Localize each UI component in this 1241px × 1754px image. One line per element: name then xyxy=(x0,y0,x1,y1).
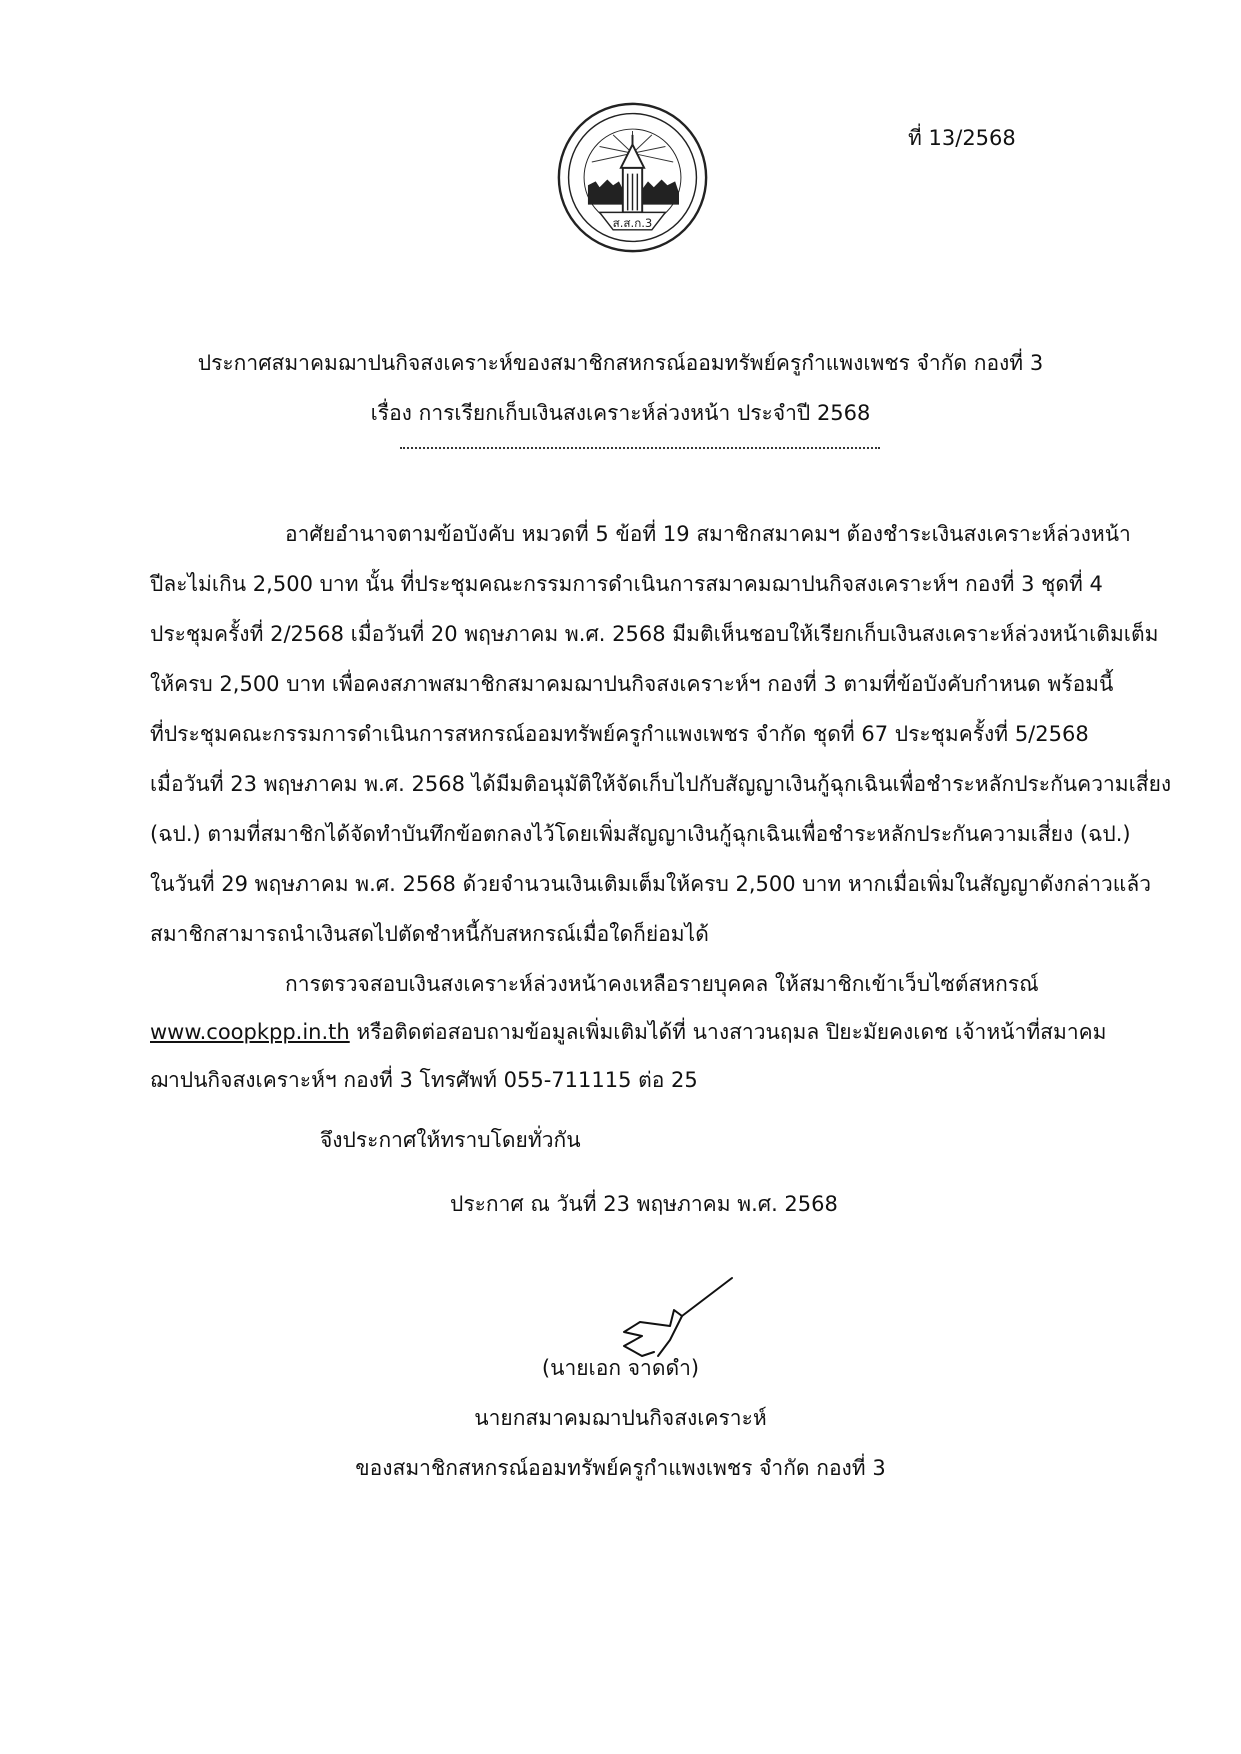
body-line: การตรวจสอบเงินสงเคราะห์ล่วงหน้าคงเหลือรายบุคคล ให้สมาชิกเข้าเว็บไซต์สหกรณ์ xyxy=(285,972,1039,996)
signatory-name: (นายเอก จาดดำ) xyxy=(541,1356,700,1380)
website-link[interactable]: www.coopkpp.in.th xyxy=(150,1020,350,1044)
announcement-date: ประกาศ ณ วันที่ 23 พฤษภาคม พ.ศ. 2568 xyxy=(450,1192,838,1216)
dotted-separator xyxy=(400,447,880,449)
body-line: ประชุมครั้งที่ 2/2568 เมื่อวันที่ 20 พฤษภาคม พ.ศ. 2568 มีมติเห็นชอบให้เรียกเก็บเงินสงเคราะห์ล่วงหน้าเติมเต็ม xyxy=(150,622,1159,646)
body-line: ให้ครบ 2,500 บาท เพื่อคงสภาพสมาชิกสมาคมฌาปนกิจสงเคราะห์ฯ กองที่ 3 ตามที่ข้อบังคับกำหนด พร้อมนี้ xyxy=(150,672,1114,696)
body-line: ในวันที่ 29 พฤษภาคม พ.ศ. 2568 ด้วยจำนวนเงินเติมเต็มให้ครบ 2,500 บาท หากเมื่อเพิ่มในสัญญาดังกล่าวแล้ว xyxy=(150,872,1151,896)
body-line: (ฉป.) ตามที่สมาชิกได้จัดทำบันทึกข้อตกลงไว้โดยเพิ่มสัญญาเงินกู้ฉุกเฉินเพื่อชำระหลักประกันความเสี่ยง (ฉป.) xyxy=(150,822,1131,846)
body-line: ฌาปนกิจสงเคราะห์ฯ กองที่ 3 โทรศัพท์ 055-711115 ต่อ 25 xyxy=(150,1068,698,1092)
seal-lettering: ส.ส.ก.3 xyxy=(612,215,653,230)
association-seal-icon xyxy=(555,100,710,255)
body-line: เมื่อวันที่ 23 พฤษภาคม พ.ศ. 2568 ได้มีมติอนุมัติให้จัดเก็บไปกับสัญญาเงินกู้ฉุกเฉินเพื่อชำระหลักประกันความเสี่ยง xyxy=(150,772,1172,796)
signatory-position: นายกสมาคมฌาปนกิจสงเคราะห์ xyxy=(474,1406,767,1430)
contact-text: หรือติดต่อสอบถามข้อมูลเพิ่มเติมได้ที่ นางสาวนฤมล ปิยะมัยคงเดช เจ้าหน้าที่สมาคม xyxy=(349,1020,1107,1044)
body-line: อาศัยอำนาจตามข้อบังคับ หมวดที่ 5 ข้อที่ 19 สมาชิกสมาคมฯ ต้องชำระเงินสงเคราะห์ล่วงหน้า xyxy=(285,522,1131,546)
document-number: ที่ 13/2568 xyxy=(908,126,1016,150)
body-line: ที่ประชุมคณะกรรมการดำเนินการสหกรณ์ออมทรัพย์ครูกำแพงเพชร จำกัด ชุดที่ 67 ประชุมครั้งที่ 5/2568 xyxy=(150,722,1089,746)
body-line: ปีละไม่เกิน 2,500 บาท นั้น ที่ประชุมคณะกรรมการดำเนินการสมาคมฌาปนกิจสงเคราะห์ฯ กองที่ 3 ชุดที่ 4 xyxy=(150,572,1103,596)
announcement-title: ประกาศสมาคมฌาปนกิจสงเคราะห์ของสมาชิกสหกรณ์ออมทรัพย์ครูกำแพงเพชร จำกัด กองที่ 3 xyxy=(197,351,1044,375)
announcement-subject: เรื่อง การเรียกเก็บเงินสงเคราะห์ล่วงหน้า ประจำปี 2568 xyxy=(370,401,871,425)
body-line: สมาชิกสามารถนำเงินสดไปตัดชำหนี้กับสหกรณ์เมื่อใดก็ย่อมได้ xyxy=(150,922,709,946)
signatory-organization: ของสมาชิกสหกรณ์ออมทรัพย์ครูกำแพงเพชร จำกัด กองที่ 3 xyxy=(355,1456,886,1480)
body-line xyxy=(150,1016,1107,1049)
closing-statement: จึงประกาศให้ทราบโดยทั่วกัน xyxy=(320,1128,581,1152)
